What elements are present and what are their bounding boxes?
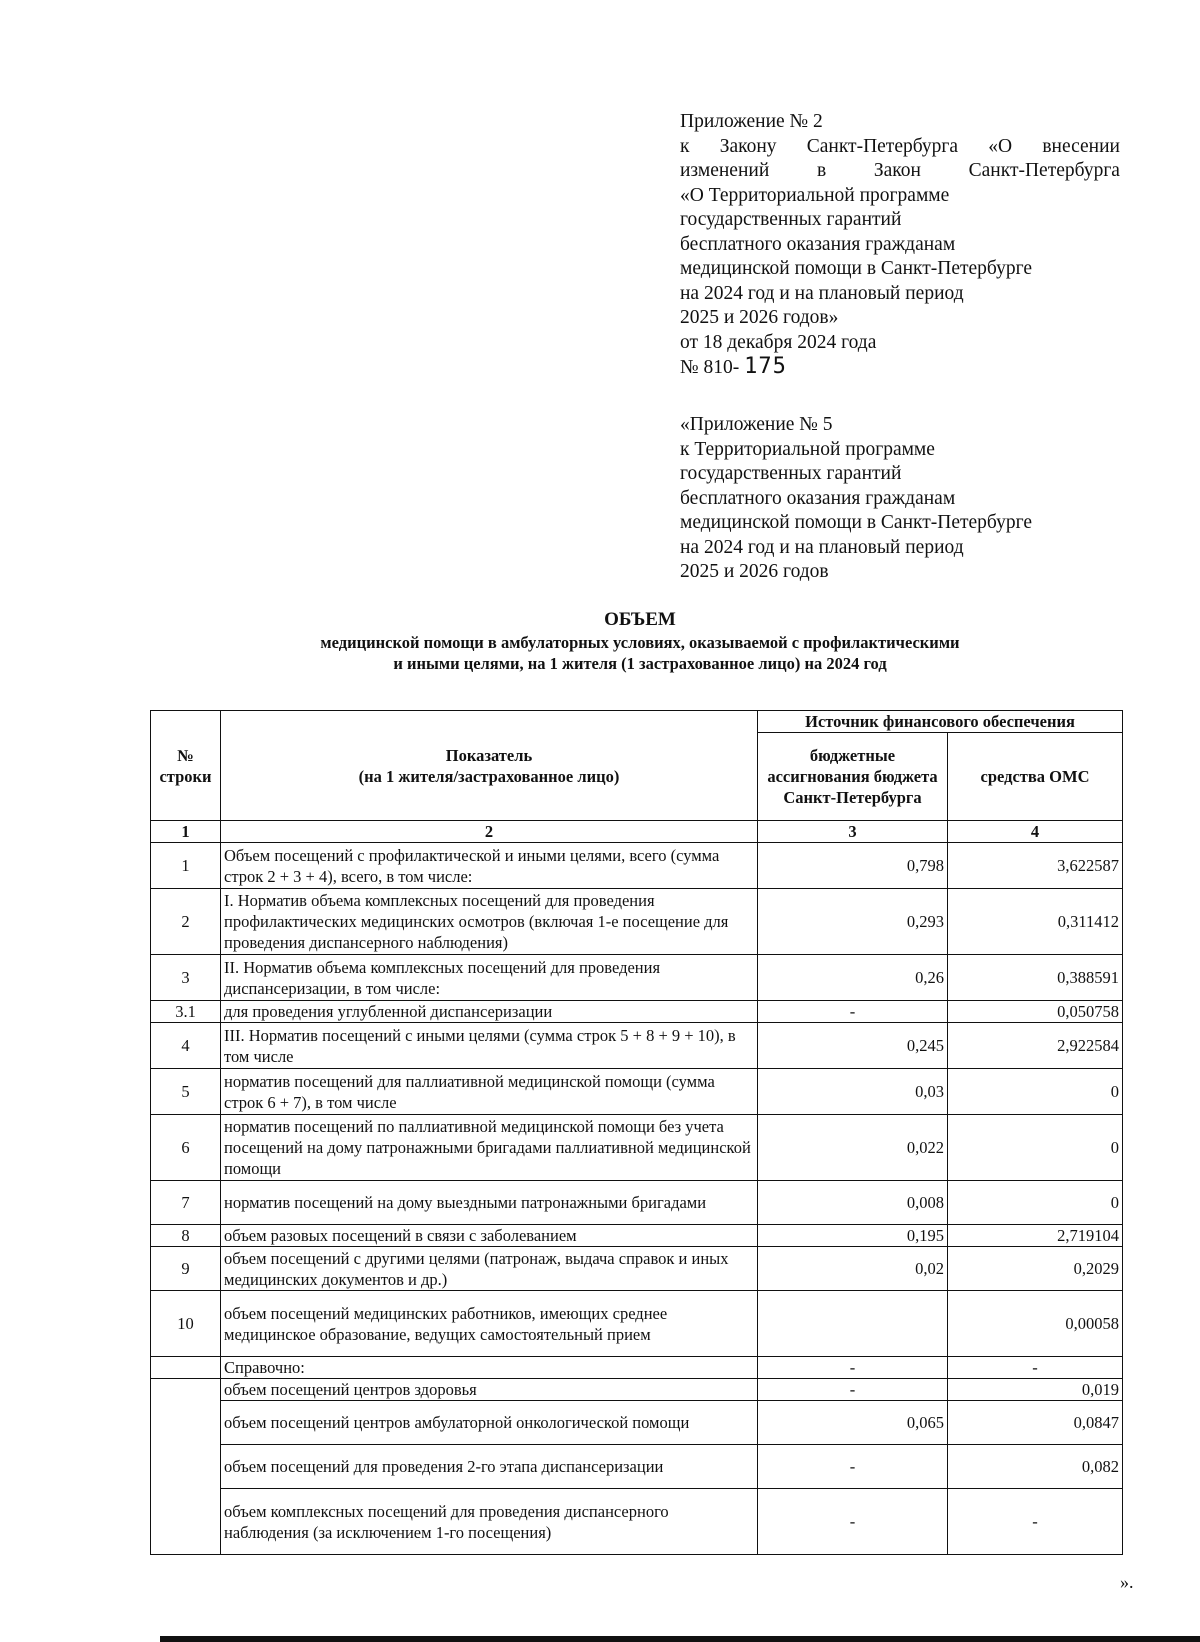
appendix-2-number — [680, 355, 1120, 381]
header-indicator-title: Показатель — [445, 745, 533, 765]
reference-item-name: объем комплексных посещений для проведения диспансерного наблюдения (за исключением 1-го посещения) — [221, 1489, 758, 1555]
document-titles — [150, 608, 1130, 674]
row-budget-value: 0,245 — [758, 1023, 948, 1069]
appendix-5-header — [680, 413, 1120, 585]
appendix-5-line: государственных гарантий — [680, 463, 902, 484]
row-number: 9 — [151, 1247, 221, 1291]
table-row — [151, 1023, 1123, 1069]
column-number: 1 — [151, 821, 221, 843]
reference-item-row — [151, 1445, 1123, 1489]
row-oms-value: 0,00058 — [948, 1291, 1123, 1357]
appendix-5-line: «Приложение № 5 — [680, 414, 833, 435]
row-number: 7 — [151, 1181, 221, 1225]
row-number: 6 — [151, 1115, 221, 1181]
reference-item-oms: 0,019 — [948, 1379, 1123, 1401]
row-budget-value: 0,02 — [758, 1247, 948, 1291]
row-oms-value: 0,311412 — [948, 889, 1123, 955]
reference-item-budget: - — [758, 1489, 948, 1555]
reference-budget: - — [758, 1357, 948, 1379]
appendix-2-line: на 2024 год и на плановый период — [680, 282, 964, 304]
reference-item-row — [151, 1379, 1123, 1401]
row-indicator: Объем посещений с профилактической и иными целями, всего (сумма строк 2 + 3 + 4), всего, в том числе: — [221, 843, 758, 889]
appendix-2-date: от 18 декабря 2024 года — [680, 331, 877, 353]
handwritten-number: 175 — [744, 354, 787, 379]
table-row — [151, 955, 1123, 1001]
table-row — [151, 1291, 1123, 1357]
appendix-2-law-line — [680, 135, 1120, 160]
row-indicator: объем разовых посещений в связи с заболеванием — [221, 1225, 758, 1247]
row-budget-value — [758, 1291, 948, 1357]
row-indicator: объем посещений медицинских работников, имеющих среднее медицинское образование, ведущих самостоятельный прием — [221, 1291, 758, 1357]
row-oms-value: 0,388591 — [948, 955, 1123, 1001]
row-oms-value: 0 — [948, 1069, 1123, 1115]
appendix-5-line: на 2024 год и на плановый период — [680, 536, 964, 558]
appendix-5-line: бесплатного оказания гражданам — [680, 487, 956, 509]
row-budget-value: 0,293 — [758, 889, 948, 955]
row-oms-value: 2,719104 — [948, 1225, 1123, 1247]
row-indicator: объем посещений с другими целями (патронаж, выдача справок и иных медицинских документов и др.) — [221, 1247, 758, 1291]
row-oms-value: 0,050758 — [948, 1001, 1123, 1023]
document-subtitle-1: медицинской помощи в амбулаторных условиях, оказываемой с профилактическими — [320, 633, 960, 652]
reference-item-row — [151, 1401, 1123, 1445]
word: «О — [988, 135, 1013, 157]
reference-empty-cell — [151, 1379, 221, 1555]
row-oms-value: 0,2029 — [948, 1247, 1123, 1291]
document-subtitle-2: и иными целями, на 1 жителя (1 застрахованное лицо) на 2024 год — [393, 654, 887, 673]
reference-item-oms: 0,082 — [948, 1445, 1123, 1489]
appendix-5-line: к Территориальной программе — [680, 438, 935, 460]
reference-label: Справочно: — [221, 1357, 758, 1379]
word: Санкт-Петербурга — [968, 160, 1120, 181]
table-row — [151, 1181, 1123, 1225]
reference-oms: - — [948, 1357, 1123, 1379]
document-title: ОБЪЕМ — [604, 609, 676, 630]
appendix-5-line: медицинской помощи в Санкт-Петербурге — [680, 512, 1032, 533]
header-oms: средства ОМС — [948, 733, 1123, 821]
appendix-2-line: «О Территориальной программе — [680, 184, 950, 206]
header-budget: бюджетные ассигнования бюджета Санкт-Петербурга — [758, 733, 948, 821]
header-indicator — [221, 711, 758, 821]
header-indicator-sub: (на 1 жителя/застрахованное лицо) — [358, 766, 620, 786]
table-row — [151, 1225, 1123, 1247]
row-indicator: II. Норматив объема комплексных посещений для проведения диспансеризации, в том числе: — [221, 955, 758, 1001]
row-number: 3 — [151, 955, 221, 1001]
appendix-2-line: 2025 и 2026 годов» — [680, 307, 839, 328]
word: к — [680, 135, 690, 157]
scan-edge — [160, 1636, 1200, 1642]
row-budget-value: 0,008 — [758, 1181, 948, 1225]
reference-item-name: объем посещений центров здоровья — [221, 1379, 758, 1401]
reference-empty-cell — [151, 1357, 221, 1379]
appendix-5-line: 2025 и 2026 годов — [680, 561, 829, 582]
appendix-2-title: Приложение № 2 — [680, 111, 823, 132]
table-row — [151, 1069, 1123, 1115]
reference-item-name: объем посещений для проведения 2-го этапа диспансеризации — [221, 1445, 758, 1489]
reference-item-budget: - — [758, 1379, 948, 1401]
row-indicator: I. Норматив объема комплексных посещений для проведения профилактических медицинских осмотров (включая 1-е посещение для проведения диспансерного наблюдения) — [221, 889, 758, 955]
reference-item-row — [151, 1489, 1123, 1555]
closing-quote: ». — [1120, 1572, 1134, 1592]
column-number: 2 — [221, 821, 758, 843]
row-budget-value: 0,798 — [758, 843, 948, 889]
row-oms-value: 2,922584 — [948, 1023, 1123, 1069]
row-number: 4 — [151, 1023, 221, 1069]
reference-item-oms: 0,0847 — [948, 1401, 1123, 1445]
appendix-2-line: государственных гарантий — [680, 209, 902, 230]
appendix-2-line: медицинской помощи в Санкт-Петербурге — [680, 258, 1032, 279]
reference-item-name: объем посещений центров амбулаторной онкологической помощи — [221, 1401, 758, 1445]
word: внесении — [1042, 135, 1120, 157]
row-number: 10 — [151, 1291, 221, 1357]
row-budget-value: 0,03 — [758, 1069, 948, 1115]
table-row — [151, 843, 1123, 889]
row-oms-value: 0 — [948, 1181, 1123, 1225]
word: изменений — [680, 160, 770, 181]
row-indicator: III. Норматив посещений с иными целями (сумма строк 5 + 8 + 9 + 10), в том числе — [221, 1023, 758, 1069]
header-row-no: № строки — [151, 711, 221, 821]
header-source: Источник финансового обеспечения — [758, 711, 1123, 733]
row-number: 5 — [151, 1069, 221, 1115]
reference-item-oms: - — [948, 1489, 1123, 1555]
volume-table — [150, 710, 1123, 1555]
word: Санкт-Петербурга — [806, 135, 959, 157]
row-number: 2 — [151, 889, 221, 955]
row-indicator: норматив посещений по паллиативной медицинской помощи без учета посещений на дому патронажными бригадами паллиативной медицинской помощи — [221, 1115, 758, 1181]
row-number: 3.1 — [151, 1001, 221, 1023]
row-budget-value: 0,195 — [758, 1225, 948, 1247]
word: Закон — [873, 160, 921, 181]
column-number: 4 — [948, 821, 1123, 843]
row-number: 8 — [151, 1225, 221, 1247]
word: Закону — [719, 135, 777, 157]
word: в — [816, 160, 827, 181]
reference-item-budget: - — [758, 1445, 948, 1489]
row-oms-value: 0 — [948, 1115, 1123, 1181]
table-row — [151, 1115, 1123, 1181]
row-budget-value: 0,26 — [758, 955, 948, 1001]
row-budget-value: 0,022 — [758, 1115, 948, 1181]
table-row — [151, 1001, 1123, 1023]
row-indicator: для проведения углубленной диспансеризации — [221, 1001, 758, 1023]
row-indicator: норматив посещений для паллиативной медицинской помощи (сумма строк 6 + 7), в том числе — [221, 1069, 758, 1115]
appendix-2-header — [680, 110, 1120, 381]
number-prefix: № 810- — [680, 357, 740, 378]
row-number: 1 — [151, 843, 221, 889]
table-row — [151, 1247, 1123, 1291]
appendix-2-changes-line — [680, 159, 1120, 184]
row-indicator: норматив посещений на дому выездными патронажными бригадами — [221, 1181, 758, 1225]
column-number: 3 — [758, 821, 948, 843]
row-oms-value: 3,622587 — [948, 843, 1123, 889]
row-budget-value: - — [758, 1001, 948, 1023]
reference-row — [151, 1357, 1123, 1379]
reference-item-budget: 0,065 — [758, 1401, 948, 1445]
appendix-2-line: бесплатного оказания гражданам — [680, 233, 956, 255]
table-row — [151, 889, 1123, 955]
